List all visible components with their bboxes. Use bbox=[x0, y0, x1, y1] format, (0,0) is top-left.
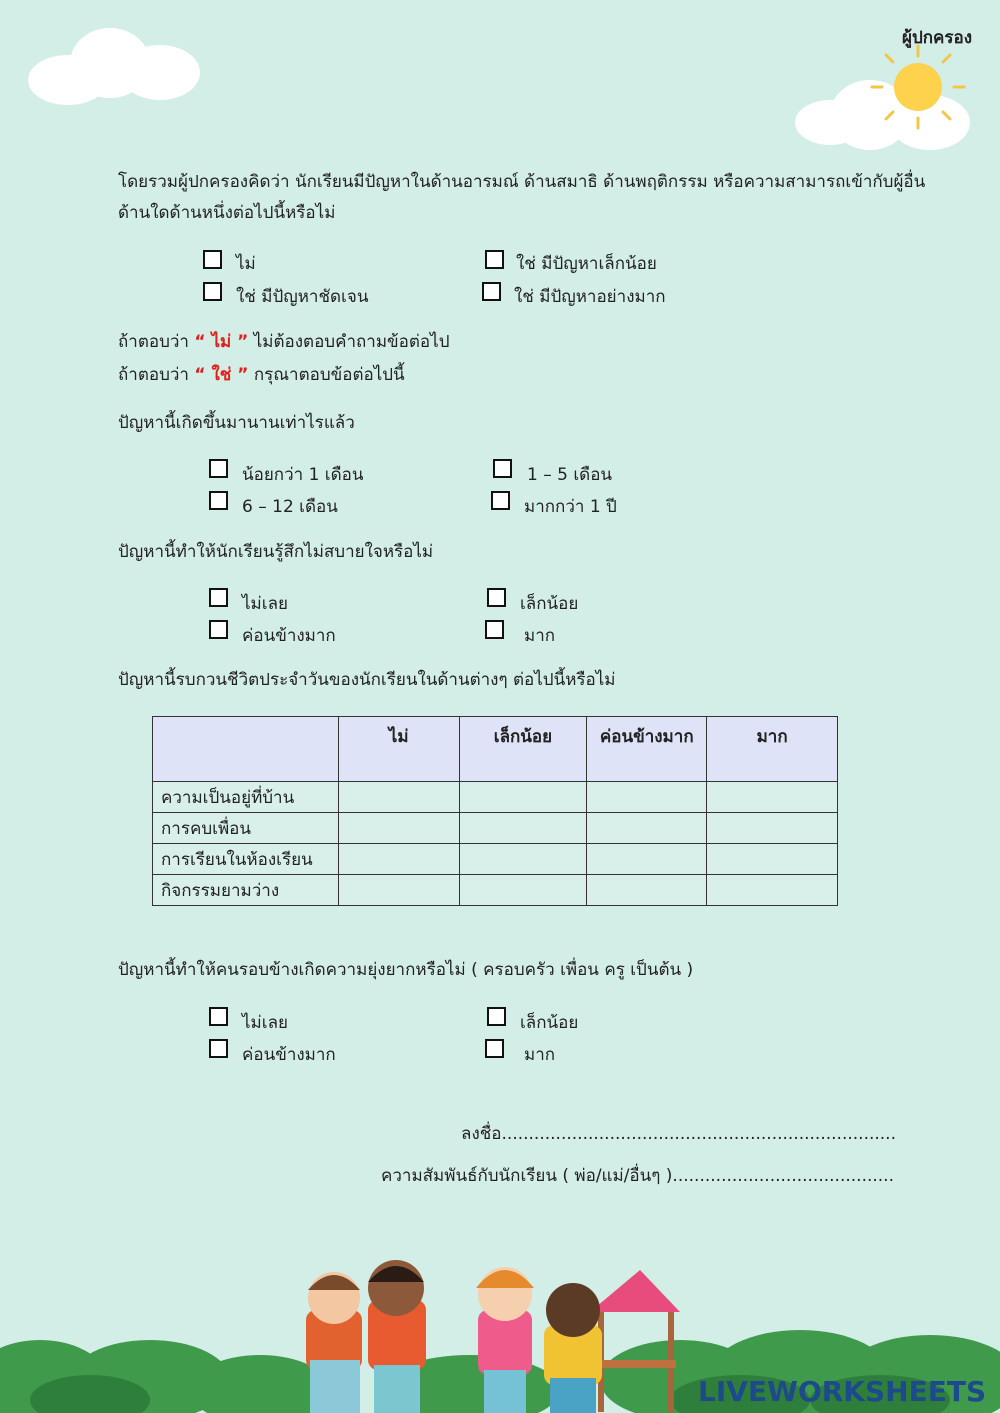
q2-option-label: 1 – 5 เดือน bbox=[527, 465, 613, 485]
table-row bbox=[153, 844, 838, 875]
row-label: การคบเพื่อน bbox=[153, 813, 339, 844]
q2-checkbox-lt1month[interactable] bbox=[209, 459, 228, 478]
q5-text: ปัญหานี้ทำให้คนรอบข้างเกิดความยุ่งยากหรือไม่ ( ครอบครัว เพื่อน ครู เป็นต้น ) bbox=[118, 960, 694, 980]
instruction-prefix: ถ้าตอบว่า bbox=[118, 332, 195, 352]
instruction-suffix: กรุณาตอบข้อต่อไปนี้ bbox=[248, 365, 405, 385]
q1-option-label: ใช่ มีปัญหาอย่างมาก bbox=[514, 287, 666, 307]
table-header-cell bbox=[153, 717, 339, 782]
table-row bbox=[153, 875, 838, 906]
answer-cell[interactable] bbox=[459, 844, 587, 875]
q1-checkbox-clear[interactable] bbox=[203, 282, 222, 301]
q2-checkbox-1to5[interactable] bbox=[493, 459, 512, 478]
q5-checkbox-very[interactable] bbox=[485, 1039, 504, 1058]
q5-checkbox-quite[interactable] bbox=[209, 1039, 228, 1058]
answer-cell[interactable] bbox=[587, 782, 707, 813]
q2-option-label: น้อยกว่า 1 เดือน bbox=[242, 465, 364, 485]
row-label: ความเป็นอยู่ที่บ้าน bbox=[153, 782, 339, 813]
q3-option-label: มาก bbox=[524, 626, 556, 646]
q5-checkbox-none[interactable] bbox=[209, 1007, 228, 1026]
q1-checkbox-no[interactable] bbox=[203, 250, 222, 269]
answer-cell[interactable] bbox=[707, 844, 838, 875]
liveworksheets-logo: LIVEWORKSHEETS bbox=[698, 1375, 987, 1408]
q3-option-label: เล็กน้อย bbox=[520, 594, 579, 614]
answer-cell[interactable] bbox=[459, 813, 587, 844]
instruction-line-yes bbox=[118, 363, 405, 387]
instruction-prefix: ถ้าตอบว่า bbox=[118, 365, 195, 385]
q3-option-label: ไม่เลย bbox=[242, 594, 288, 614]
q3-text: ปัญหานี้ทำให้นักเรียนรู้สึกไม่สบายใจหรือไม่ bbox=[118, 542, 434, 562]
q3-checkbox-very[interactable] bbox=[485, 620, 504, 639]
instruction-line-no bbox=[118, 330, 449, 354]
q5-option-label: ค่อนข้างมาก bbox=[242, 1045, 336, 1065]
q2-checkbox-6to12[interactable] bbox=[209, 491, 228, 510]
q1-option-label: ใช่ มีปัญหาเล็กน้อย bbox=[516, 254, 657, 274]
answer-cell[interactable] bbox=[338, 844, 459, 875]
table-header-cell: ค่อนข้างมาก bbox=[587, 717, 707, 782]
instruction-highlight-yes: “ ใช่ ” bbox=[194, 365, 249, 385]
sun-icon bbox=[868, 42, 968, 132]
kid-1 bbox=[306, 1272, 362, 1413]
q2-checkbox-gt1year[interactable] bbox=[491, 491, 510, 510]
answer-cell[interactable] bbox=[587, 813, 707, 844]
q1-checkbox-slight[interactable] bbox=[485, 250, 504, 269]
table-header-cell: มาก bbox=[707, 717, 838, 782]
q3-checkbox-none[interactable] bbox=[209, 588, 228, 607]
instruction-highlight-no: “ ไม่ ” bbox=[194, 332, 249, 352]
q3-option-label: ค่อนข้างมาก bbox=[242, 626, 336, 646]
q5-option-label: มาก bbox=[524, 1045, 556, 1065]
table-row bbox=[153, 782, 838, 813]
answer-cell[interactable] bbox=[587, 875, 707, 906]
row-label: การเรียนในห้องเรียน bbox=[153, 844, 339, 875]
q3-checkbox-quite[interactable] bbox=[209, 620, 228, 639]
answer-cell[interactable] bbox=[338, 782, 459, 813]
kid-3 bbox=[476, 1267, 534, 1413]
q1-option-label: ใช่ มีปัญหาชัดเจน bbox=[236, 287, 369, 307]
signature-line[interactable]: ลงชื่อ......................................................................... bbox=[461, 1124, 896, 1144]
q2-option-label: 6 – 12 เดือน bbox=[242, 497, 338, 517]
table-header-cell: ไม่ bbox=[338, 717, 459, 782]
answer-cell[interactable] bbox=[459, 875, 587, 906]
q5-checkbox-little[interactable] bbox=[487, 1007, 506, 1026]
kid-4 bbox=[544, 1283, 602, 1413]
answer-cell[interactable] bbox=[707, 782, 838, 813]
q5-option-label: ไม่เลย bbox=[242, 1013, 288, 1033]
q5-option-label: เล็กน้อย bbox=[520, 1013, 579, 1033]
q1-text-line2: ด้านใดด้านหนึ่งต่อไปนี้หรือไม่ bbox=[118, 203, 336, 223]
q2-option-label: มากกว่า 1 ปี bbox=[524, 497, 617, 517]
answer-cell[interactable] bbox=[707, 875, 838, 906]
table-header-cell: เล็กน้อย bbox=[459, 717, 587, 782]
q3-checkbox-little[interactable] bbox=[487, 588, 506, 607]
answer-cell[interactable] bbox=[587, 844, 707, 875]
q1-option-label: ไม่ bbox=[236, 254, 256, 274]
answer-cell[interactable] bbox=[707, 813, 838, 844]
impact-table bbox=[152, 716, 838, 906]
table-header-row bbox=[153, 717, 838, 782]
row-label: กิจกรรมยามว่าง bbox=[153, 875, 339, 906]
relation-line[interactable]: ความสัมพันธ์กับนักเรียน ( พ่อ/แม่/อื่นๆ )......................................... bbox=[380, 1166, 894, 1186]
answer-cell[interactable] bbox=[459, 782, 587, 813]
q1-checkbox-severe[interactable] bbox=[482, 282, 501, 301]
instruction-suffix: ไม่ต้องตอบคำถามข้อต่อไป bbox=[248, 332, 450, 352]
q1-text-line1: โดยรวมผู้ปกครองคิดว่า นักเรียนมีปัญหาในด้านอารมณ์ ด้านสมาธิ ด้านพฤติกรรม หรือความสามารถเข้ากับผู้อื่น bbox=[118, 172, 926, 192]
q4-text: ปัญหานี้รบกวนชีวิตประจำวันของนักเรียนในด้านต่างๆ ต่อไปนี้หรือไม่ bbox=[118, 670, 616, 690]
kid-2 bbox=[368, 1260, 426, 1413]
answer-cell[interactable] bbox=[338, 813, 459, 844]
role-label: ผู้ปกครอง bbox=[902, 28, 973, 48]
q2-text: ปัญหานี้เกิดขึ้นมานานเท่าไรแล้ว bbox=[118, 413, 355, 433]
answer-cell[interactable] bbox=[338, 875, 459, 906]
table-row bbox=[153, 813, 838, 844]
